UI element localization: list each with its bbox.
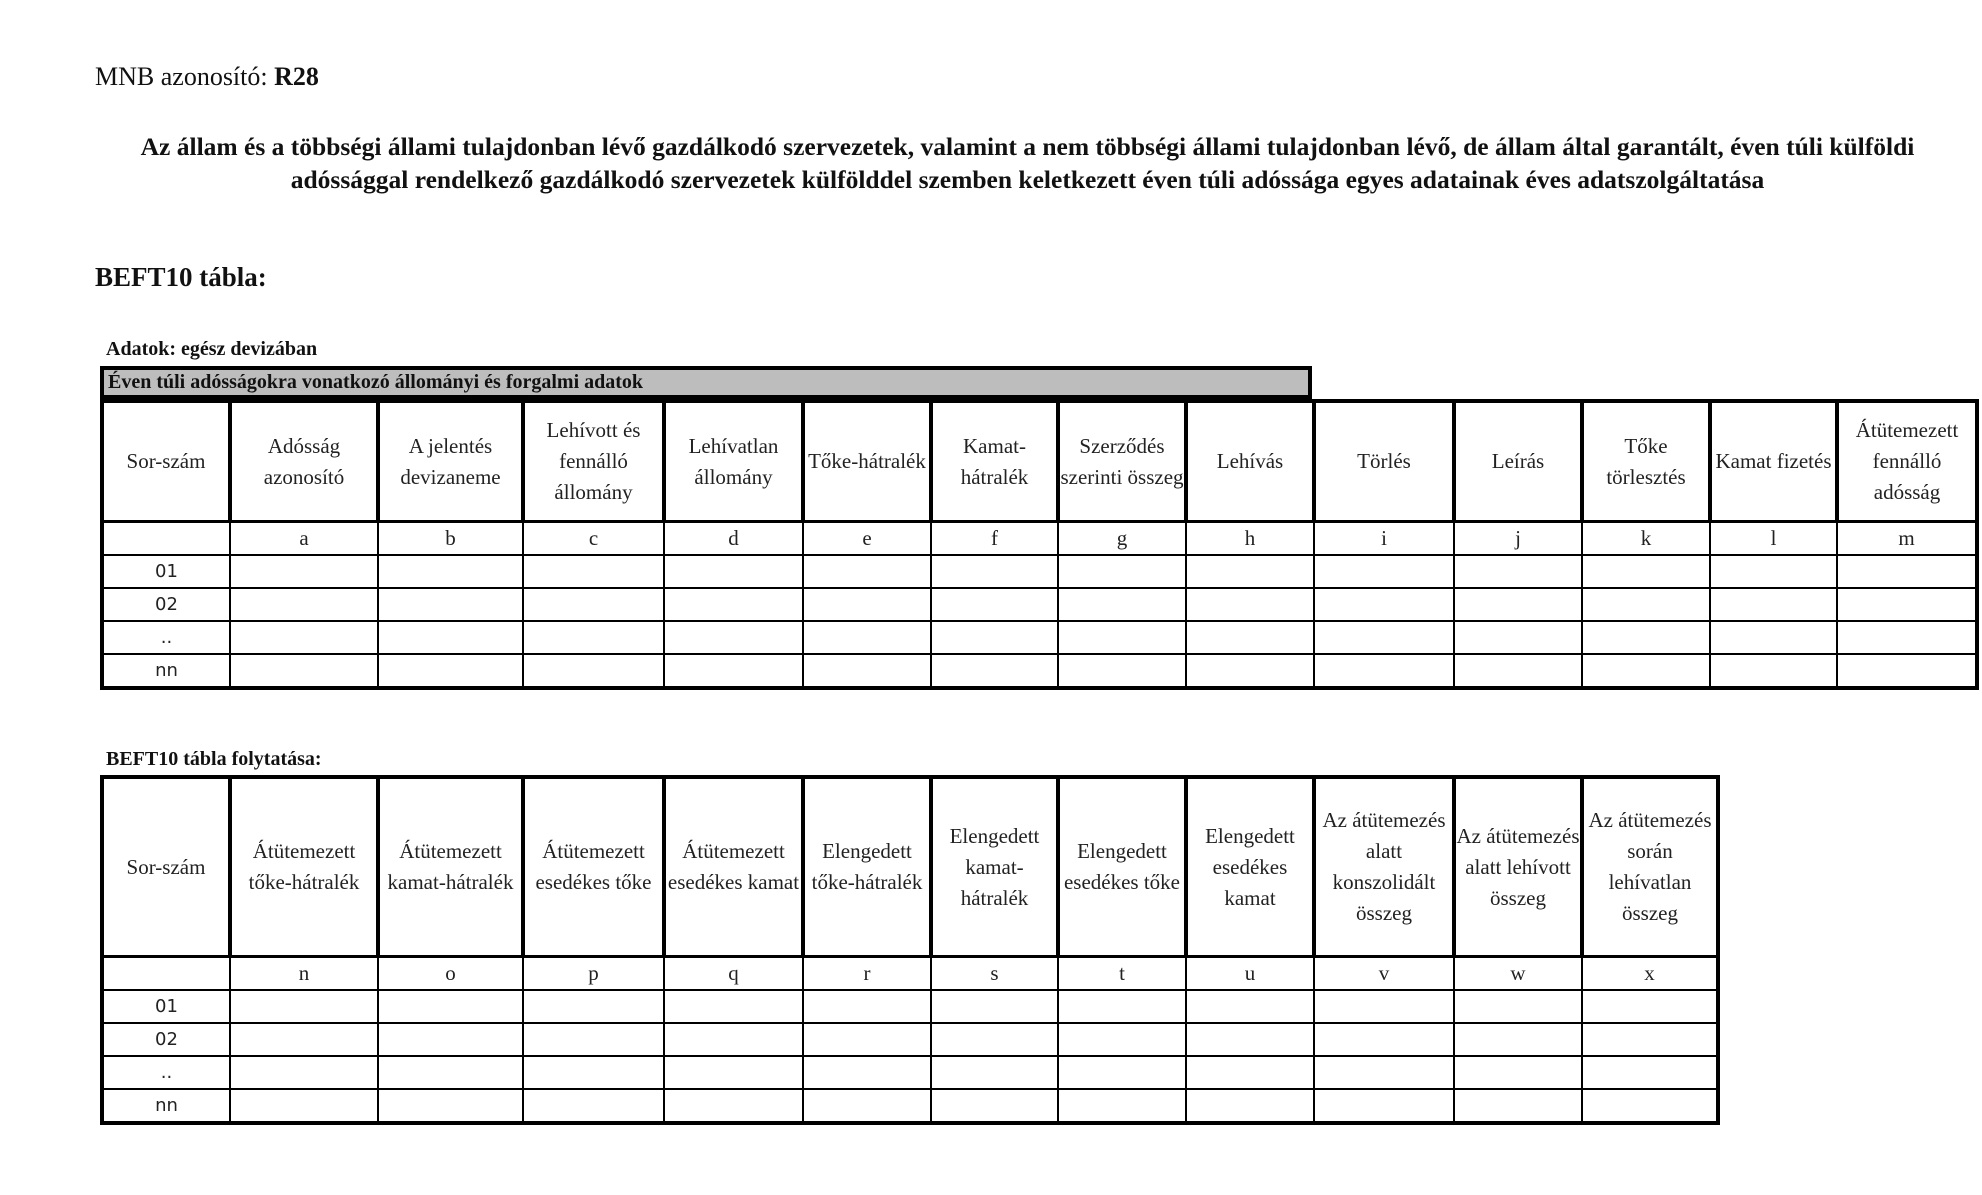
table1-column-header: Lehívott és fennálló állomány (523, 401, 664, 522)
table1-column-header: Törlés (1314, 401, 1454, 522)
table1-data-cell[interactable] (1058, 621, 1186, 654)
table1-data-cell[interactable] (1186, 588, 1314, 621)
table2-data-cell[interactable] (931, 1089, 1058, 1123)
table2-data-cell[interactable] (664, 990, 803, 1023)
table2-column-code: s (931, 957, 1058, 991)
table1-column-code: j (1454, 522, 1582, 556)
table1-column-header: Lehívatlan állomány (664, 401, 803, 522)
table2-column-code: p (523, 957, 664, 991)
table1-column-header: Tőke-hátralék (803, 401, 931, 522)
table1-row-number: nn (102, 654, 230, 688)
table2-table-row (102, 1089, 1718, 1123)
table2-column-header: Az átütemezés során lehívatlan összeg (1582, 777, 1718, 957)
table1-group-header: Éven túli adósságokra vonatkozó állományi és forgalmi adatok (100, 366, 1312, 399)
table1-data-cell[interactable] (1058, 555, 1186, 588)
table1-data-cell[interactable] (1837, 621, 1977, 654)
table2-data-cell[interactable] (1058, 1056, 1186, 1089)
table2-data-cell[interactable] (1454, 1089, 1582, 1123)
table2-data-cell[interactable] (1582, 1089, 1718, 1123)
table2-data-cell[interactable] (1454, 1023, 1582, 1056)
table2-data-cell[interactable] (230, 1023, 378, 1056)
table1-column-header: Sor-szám (102, 401, 230, 522)
table1-data-cell[interactable] (931, 555, 1058, 588)
table2-data-cell[interactable] (378, 1023, 523, 1056)
table1-data-cell[interactable] (230, 654, 378, 688)
table1-column-header: Átütemezett fennálló adósság (1837, 401, 1977, 522)
table2-data-cell[interactable] (1186, 1023, 1314, 1056)
table2-column-code: n (230, 957, 378, 991)
table2-column-header: Elengedett kamat-hátralék (931, 777, 1058, 957)
table2-data-cell[interactable] (1582, 1023, 1718, 1056)
table2-data-cell[interactable] (230, 990, 378, 1023)
table1-data-cell[interactable] (378, 555, 523, 588)
table1-header-row (102, 401, 1977, 522)
table1-data-cell[interactable] (803, 654, 931, 688)
table1-row-number: 02 (102, 588, 230, 621)
table1-data-cell[interactable] (1582, 555, 1710, 588)
table1-column-code: i (1314, 522, 1454, 556)
table2-data-cell[interactable] (1186, 1056, 1314, 1089)
table1-column-code (102, 522, 230, 556)
document-title: Az állam és a többségi állami tulajdonban lévő gazdálkodó szervezetek, valamint a nem többségi állami tulajdonban lévő, de állam által garantált, éven túli külföldi adóssággal rendelkező gazdálkodó szervezetek külfölddel szemben keletkezett éven túli adóssága egyes adatainak éves adatszolgáltatása (140, 132, 1915, 194)
table2-row-number: 01 (102, 990, 230, 1023)
table1-data-cell[interactable] (1454, 654, 1582, 688)
table2-table-row (102, 1023, 1718, 1056)
table1-column-header: Adósság azonosító (230, 401, 378, 522)
table2-column-header: Elengedett esedékes kamat (1186, 777, 1314, 957)
table1-column-code: a (230, 522, 378, 556)
table2-data-cell[interactable] (523, 1023, 664, 1056)
table2-column-code (102, 957, 230, 991)
table1-data-cell[interactable] (1186, 555, 1314, 588)
table2-column-code: u (1186, 957, 1314, 991)
table2-data-cell[interactable] (1454, 990, 1582, 1023)
table2-column-code: v (1314, 957, 1454, 991)
table1-column-code: h (1186, 522, 1314, 556)
table1-data-cell[interactable] (1058, 654, 1186, 688)
mnb-identifier (95, 62, 319, 92)
table1-column-code: f (931, 522, 1058, 556)
table1-data-cell[interactable] (664, 654, 803, 688)
table1-column-header: Tőke törlesztés (1582, 401, 1710, 522)
table2-data-cell[interactable] (803, 1023, 931, 1056)
table1-data-cell[interactable] (523, 621, 664, 654)
table1-data-cell[interactable] (1314, 654, 1454, 688)
table2-data-cell[interactable] (1314, 1023, 1454, 1056)
table2-column-code: x (1582, 957, 1718, 991)
table1-data-cell[interactable] (1710, 588, 1837, 621)
table1-column-code: g (1058, 522, 1186, 556)
table1-data-cell[interactable] (378, 654, 523, 688)
table2-data-cell[interactable] (803, 1056, 931, 1089)
table1-row-number: 01 (102, 555, 230, 588)
table1-table-row (102, 555, 1977, 588)
table2-column-code-row (102, 957, 1718, 991)
table1-column-code: e (803, 522, 931, 556)
table1-table-row (102, 654, 1977, 688)
table2-column-header: Átütemezett esedékes tőke (523, 777, 664, 957)
table1-data-cell[interactable] (931, 654, 1058, 688)
table2-table-row (102, 1056, 1718, 1089)
table2-column-code: q (664, 957, 803, 991)
table1-data-cell[interactable] (523, 555, 664, 588)
table1-data-cell[interactable] (931, 621, 1058, 654)
table2-caption: BEFT10 tábla folytatása: (106, 748, 322, 770)
table2-data-cell[interactable] (1186, 1089, 1314, 1123)
table2-data-cell[interactable] (378, 1056, 523, 1089)
table1-data-cell[interactable] (378, 621, 523, 654)
table2-column-code: t (1058, 957, 1186, 991)
table2-row-number: nn (102, 1089, 230, 1123)
table2-data-cell[interactable] (931, 990, 1058, 1023)
table1-data-cell[interactable] (1710, 555, 1837, 588)
table2-row-number: 02 (102, 1023, 230, 1056)
table1-data-cell[interactable] (1314, 588, 1454, 621)
table2-data-cell[interactable] (664, 1023, 803, 1056)
table2-data-cell[interactable] (230, 1089, 378, 1123)
table2-table-row (102, 990, 1718, 1023)
table1-data-cell[interactable] (1582, 621, 1710, 654)
table1-column-header: A jelentés devizaneme (378, 401, 523, 522)
table1-column-code: l (1710, 522, 1837, 556)
table1-data-cell[interactable] (378, 588, 523, 621)
table2-data-cell[interactable] (1314, 1056, 1454, 1089)
table2-data-cell[interactable] (931, 1056, 1058, 1089)
table2-column-header: Az átütemezés alatt lehívott összeg (1454, 777, 1582, 957)
table-name: BEFT10 tábla: (95, 262, 267, 292)
table1-data-cell[interactable] (523, 654, 664, 688)
table1-data-cell[interactable] (1837, 654, 1977, 688)
table1-column-code: k (1582, 522, 1710, 556)
table1-data-cell[interactable] (803, 588, 931, 621)
table1-data-cell[interactable] (1186, 654, 1314, 688)
table1-data-cell[interactable] (230, 621, 378, 654)
table2-data-cell[interactable] (664, 1056, 803, 1089)
table1-data-cell[interactable] (1314, 555, 1454, 588)
table1-column-code: d (664, 522, 803, 556)
table2-column-code: r (803, 957, 931, 991)
table1-data-cell[interactable] (523, 588, 664, 621)
table2-data-cell[interactable] (523, 1056, 664, 1089)
table1 (100, 399, 1979, 690)
table2-data-cell[interactable] (1582, 1056, 1718, 1089)
table1-column-header: Kamat fizetés (1710, 401, 1837, 522)
table2-data-cell[interactable] (378, 990, 523, 1023)
table2-data-cell[interactable] (1582, 990, 1718, 1023)
table2-column-header: Elengedett tőke-hátralék (803, 777, 931, 957)
table2-data-cell[interactable] (803, 1089, 931, 1123)
table1-data-cell[interactable] (1837, 555, 1977, 588)
table1-data-cell[interactable] (230, 588, 378, 621)
table2-data-cell[interactable] (1058, 990, 1186, 1023)
table2-data-cell[interactable] (523, 1089, 664, 1123)
table2-header-row (102, 777, 1718, 957)
table2-data-cell[interactable] (803, 990, 931, 1023)
table1-data-cell[interactable] (803, 621, 931, 654)
table2-data-cell[interactable] (1314, 1089, 1454, 1123)
table1-data-cell[interactable] (230, 555, 378, 588)
table1-column-header: Kamat-hátralék (931, 401, 1058, 522)
table1-data-cell[interactable] (1058, 588, 1186, 621)
table1-column-code: m (1837, 522, 1977, 556)
table2-column-code: w (1454, 957, 1582, 991)
table1-column-code-row (102, 522, 1977, 556)
table2-row-number: .. (102, 1056, 230, 1089)
table1-table-row (102, 621, 1977, 654)
table2-column-header: Az átütemezés alatt konszolidált összeg (1314, 777, 1454, 957)
table2-data-cell[interactable] (523, 990, 664, 1023)
table2-column-header: Átütemezett esedékes kamat (664, 777, 803, 957)
table2-column-code: o (378, 957, 523, 991)
table2-data-cell[interactable] (1454, 1056, 1582, 1089)
table1-data-cell[interactable] (803, 555, 931, 588)
table2-data-cell[interactable] (1058, 1089, 1186, 1123)
table1-data-cell[interactable] (1186, 621, 1314, 654)
table1-column-header: Lehívás (1186, 401, 1314, 522)
table1-data-cell[interactable] (1454, 555, 1582, 588)
table1-column-header: Leírás (1454, 401, 1582, 522)
table1-column-header: Szerződés szerinti összeg (1058, 401, 1186, 522)
table2-data-cell[interactable] (664, 1089, 803, 1123)
table1-data-cell[interactable] (1710, 654, 1837, 688)
table1-table-row (102, 588, 1977, 621)
table2-data-cell[interactable] (1314, 990, 1454, 1023)
table1-data-cell[interactable] (1710, 621, 1837, 654)
table1-data-cell[interactable] (1454, 588, 1582, 621)
table1-data-cell[interactable] (664, 588, 803, 621)
table1-data-cell[interactable] (664, 621, 803, 654)
table1-row-number: .. (102, 621, 230, 654)
table1-data-cell[interactable] (1837, 588, 1977, 621)
table1-column-code: b (378, 522, 523, 556)
table1-data-cell[interactable] (1582, 588, 1710, 621)
table2-data-cell[interactable] (230, 1056, 378, 1089)
table2-data-cell[interactable] (378, 1089, 523, 1123)
table1-data-cell[interactable] (1314, 621, 1454, 654)
table2-column-header: Átütemezett tőke-hátralék (230, 777, 378, 957)
table2-column-header: Átütemezett kamat-hátralék (378, 777, 523, 957)
table1-caption: Adatok: egész devizában (106, 338, 318, 360)
table1-column-code: c (523, 522, 664, 556)
table2-data-cell[interactable] (1186, 990, 1314, 1023)
mnb-label: MNB azonosító: (95, 62, 268, 91)
table2-column-header: Elengedett esedékes tőke (1058, 777, 1186, 957)
table1-data-cell[interactable] (1582, 654, 1710, 688)
table2-data-cell[interactable] (931, 1023, 1058, 1056)
table2-column-header: Sor-szám (102, 777, 230, 957)
table2 (100, 775, 1720, 1125)
table1-data-cell[interactable] (1454, 621, 1582, 654)
table2-data-cell[interactable] (1058, 1023, 1186, 1056)
mnb-code: R28 (274, 62, 319, 91)
table1-data-cell[interactable] (664, 555, 803, 588)
table1-data-cell[interactable] (931, 588, 1058, 621)
